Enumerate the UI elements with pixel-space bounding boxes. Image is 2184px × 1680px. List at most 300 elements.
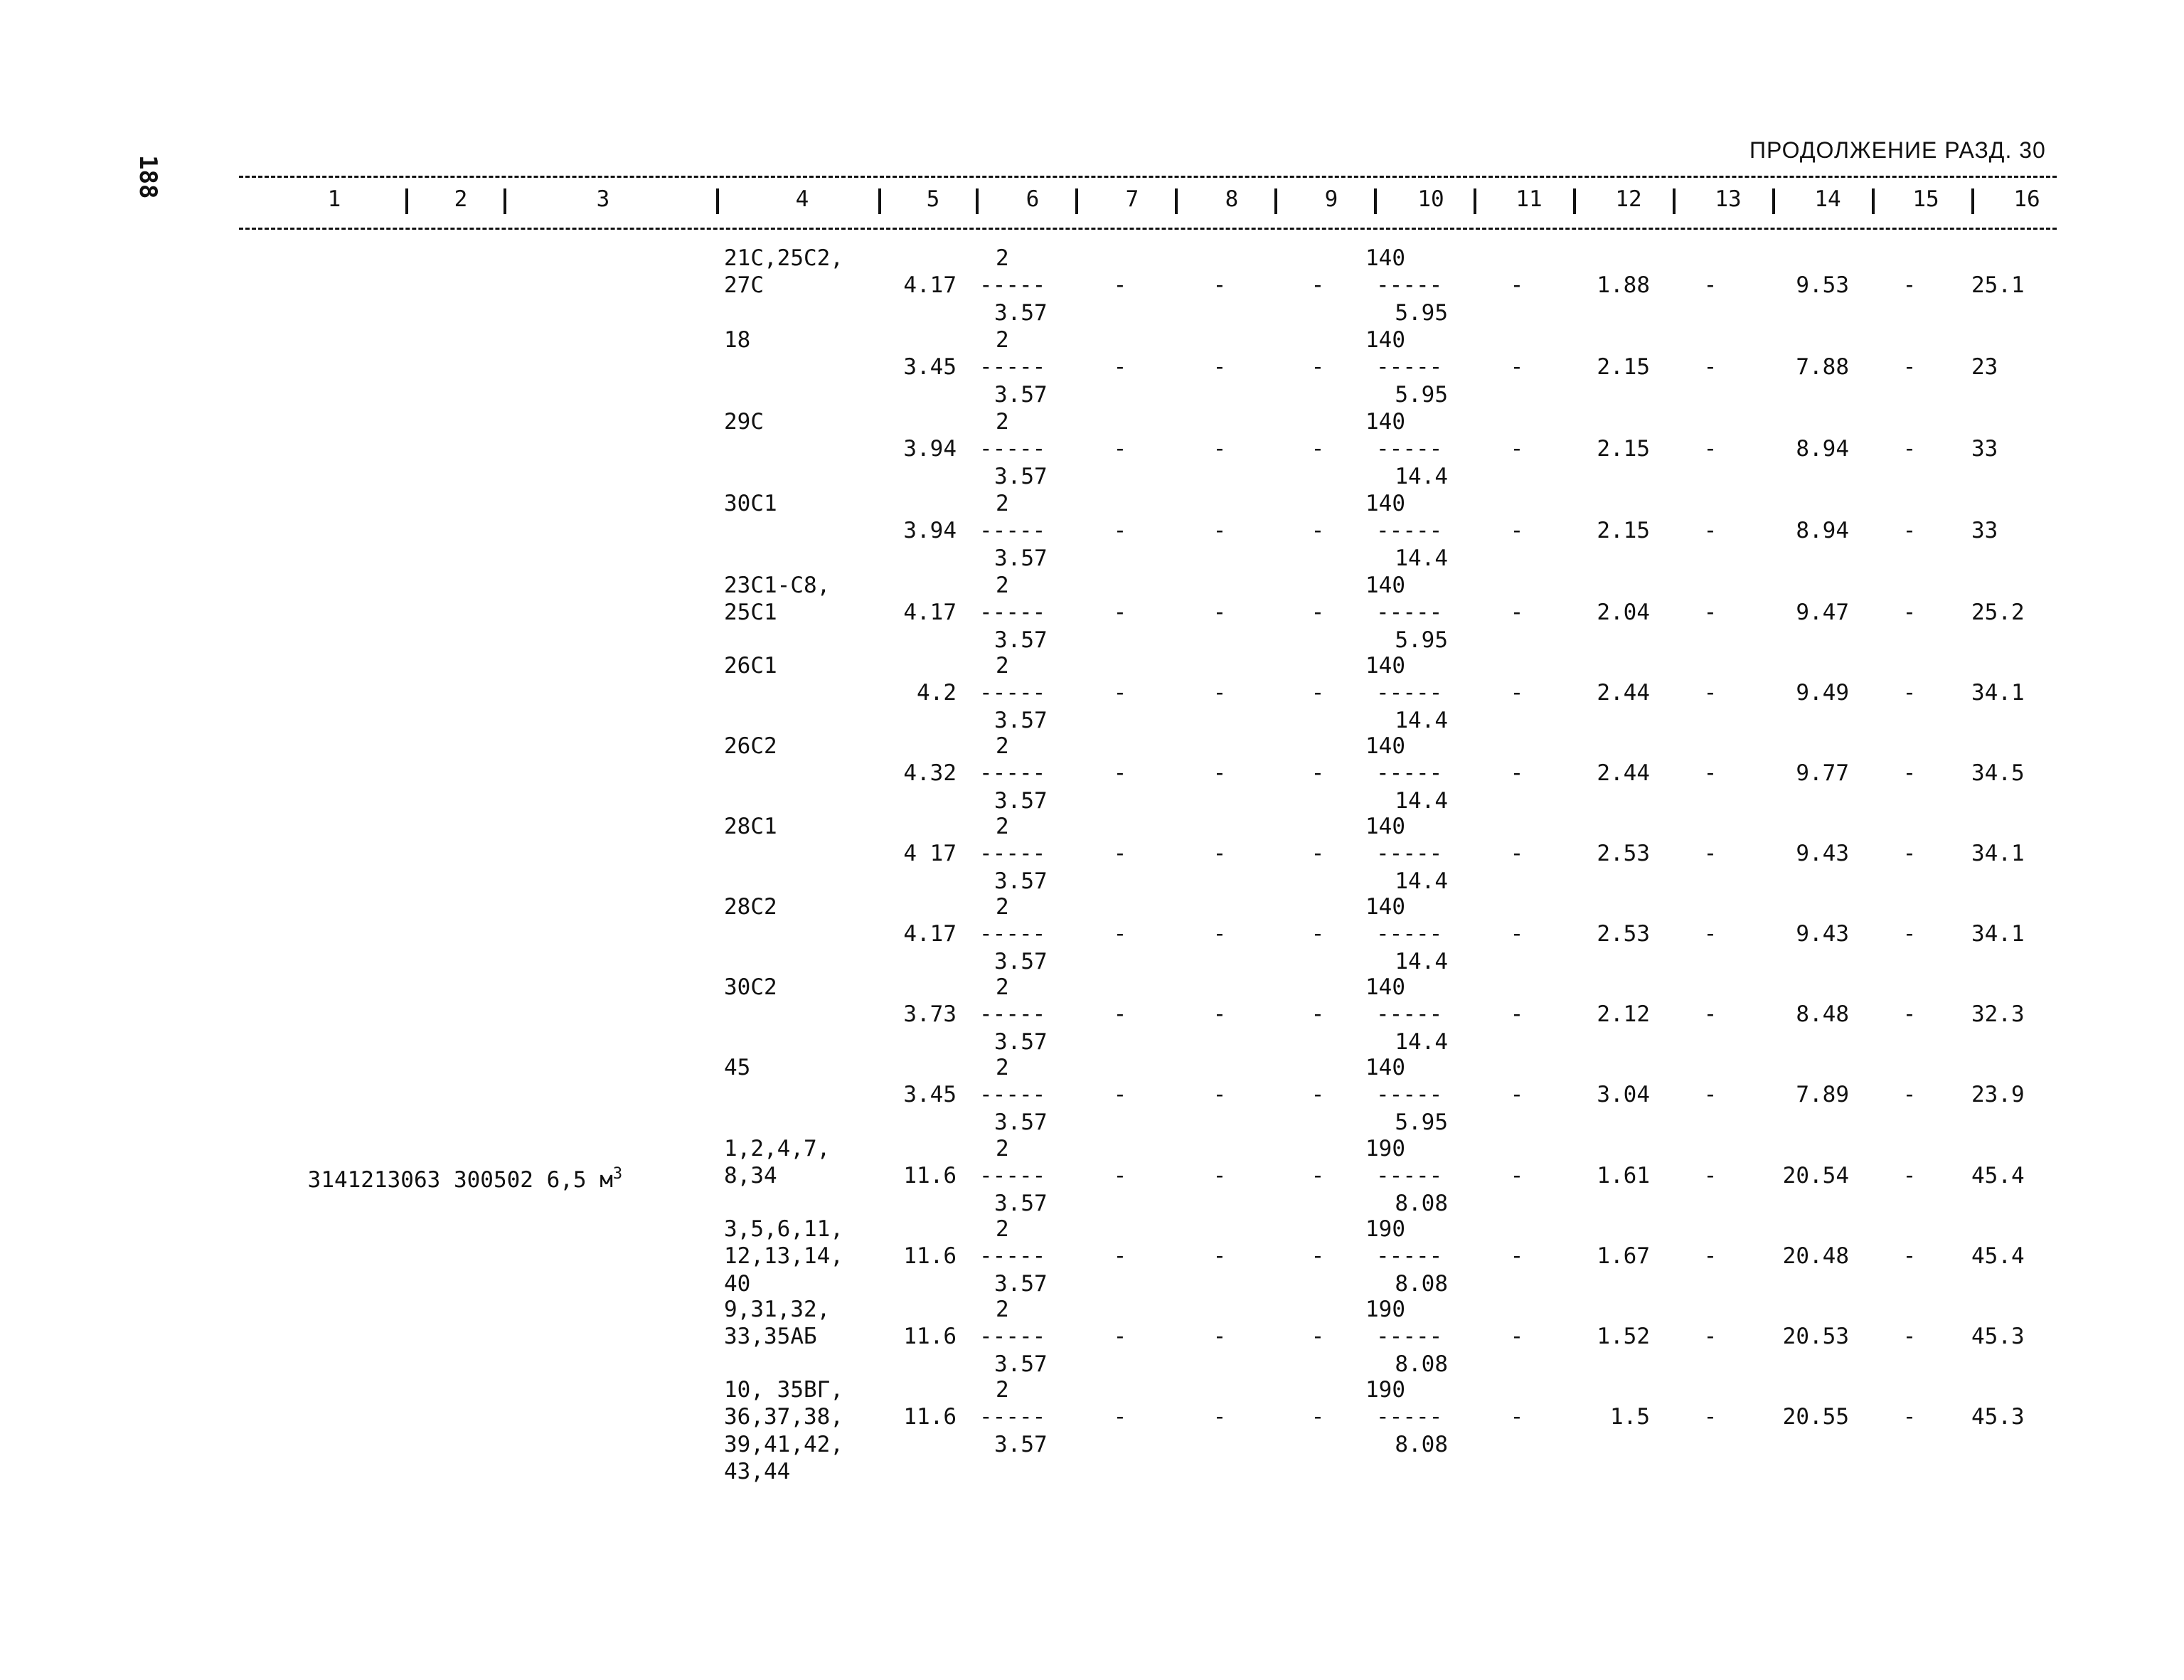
cell-c4: 43,44 (724, 1458, 791, 1484)
cell-c16: 45.4 (1971, 1243, 2025, 1270)
cell-c9: - (1311, 272, 1325, 299)
cell-c5: 3.73 (903, 1001, 957, 1028)
cell-c10-denominator: 8.08 (1395, 1190, 1448, 1216)
cell-c10-denominator: 8.08 (1395, 1431, 1448, 1457)
header-top-rule (239, 176, 2057, 178)
cell-c10-fraction-bar: ----- (1376, 921, 1443, 947)
cell-c15: - (1902, 1001, 1917, 1028)
cell-c15: - (1902, 1324, 1917, 1350)
cell-c10-denominator: 5.95 (1395, 627, 1448, 653)
cell-c6-numerator: 2 (996, 733, 1009, 759)
cell-c7: - (1113, 1163, 1127, 1189)
column-separator (1971, 188, 1974, 214)
cell-c9: - (1311, 354, 1325, 381)
cell-c10-denominator: 14.4 (1395, 545, 1448, 571)
column-separator (405, 188, 408, 214)
cell-c5: 4.2 (917, 680, 957, 706)
cell-c9: - (1311, 1082, 1325, 1108)
cell-c15: - (1902, 272, 1917, 299)
cell-c5: 4.17 (903, 600, 957, 626)
cell-c4: 21С,25С2, (724, 245, 843, 271)
cell-c8: - (1213, 1324, 1227, 1350)
cell-c13: - (1703, 760, 1717, 787)
cell-c13: - (1703, 841, 1717, 867)
cell-c7: - (1113, 760, 1127, 787)
cell-c5: 11.6 (903, 1324, 957, 1350)
cell-c14: 9.49 (1796, 680, 1849, 706)
cell-c11: - (1510, 436, 1524, 462)
cell-c10-fraction-bar: ----- (1376, 680, 1443, 706)
cell-c6-numerator: 2 (996, 974, 1009, 1000)
cell-c7: - (1113, 1001, 1127, 1028)
column-separator (1772, 188, 1775, 214)
cell-c10-numerator: 190 (1365, 1136, 1405, 1161)
cell-c6-numerator: 2 (996, 409, 1009, 435)
cell-c16: 23.9 (1971, 1082, 2025, 1108)
cell-c10-denominator: 5.95 (1395, 299, 1448, 326)
cell-c6-denominator: 3.57 (994, 1431, 1048, 1457)
cell-c8: - (1213, 841, 1227, 867)
cell-c10-denominator: 14.4 (1395, 948, 1448, 974)
column-header-9: 9 (1324, 186, 1338, 212)
cell-c15: - (1902, 760, 1917, 787)
cell-c10-numerator: 140 (1365, 327, 1405, 353)
cell-c4: 26С1 (724, 653, 777, 679)
cell-c13: - (1703, 1404, 1717, 1430)
cell-c11: - (1510, 1404, 1524, 1430)
cell-c6-fraction-bar: ----- (979, 680, 1046, 706)
cell-c4: 25С1 (724, 600, 777, 626)
cell-c15: - (1902, 1404, 1917, 1430)
cell-c12: 1.52 (1597, 1324, 1650, 1350)
cell-c15: - (1902, 436, 1917, 462)
cell-c8: - (1213, 1001, 1227, 1028)
cell-c13: - (1703, 272, 1717, 299)
cell-c13: - (1703, 1082, 1717, 1108)
cell-c14: 9.43 (1796, 841, 1849, 867)
cell-c16: 45.3 (1971, 1324, 2025, 1350)
cell-c11: - (1510, 760, 1524, 787)
cell-c8: - (1213, 354, 1227, 381)
cell-c7: - (1113, 680, 1127, 706)
cell-c10-fraction-bar: ----- (1376, 518, 1443, 544)
cell-c11: - (1510, 1243, 1524, 1270)
cell-c10-fraction-bar: ----- (1376, 600, 1443, 626)
column-separator (976, 188, 979, 214)
cell-c12: 2.15 (1597, 518, 1650, 544)
cell-c10-numerator: 140 (1365, 653, 1405, 679)
cell-c6-numerator: 2 (996, 573, 1009, 598)
cell-c14: 7.89 (1796, 1082, 1849, 1108)
cell-c8: - (1213, 600, 1227, 626)
page-number: 188 (134, 155, 162, 199)
cell-c10-fraction-bar: ----- (1376, 1082, 1443, 1108)
cell-c11: - (1510, 841, 1524, 867)
cell-c6-numerator: 2 (996, 327, 1009, 353)
cell-c6-numerator: 2 (996, 1377, 1009, 1403)
cell-c11: - (1510, 921, 1524, 947)
cell-c13: - (1703, 600, 1717, 626)
cell-c14: 9.53 (1796, 272, 1849, 299)
cell-c9: - (1311, 680, 1325, 706)
cell-c6-denominator: 3.57 (994, 381, 1048, 408)
cell-c6-denominator: 3.57 (994, 627, 1048, 653)
cell-c16: 45.4 (1971, 1163, 2025, 1189)
cell-c10-fraction-bar: ----- (1376, 1001, 1443, 1028)
cell-c12: 1.61 (1597, 1163, 1650, 1189)
column-separator (1374, 188, 1377, 214)
cell-c4: 3,5,6,11, (724, 1216, 843, 1242)
cell-c6-numerator: 2 (996, 245, 1009, 271)
cell-c6-numerator: 2 (996, 894, 1009, 920)
cell-c10-numerator: 140 (1365, 573, 1405, 598)
header-bottom-rule (239, 228, 2057, 230)
cell-c9: - (1311, 921, 1325, 947)
cell-c16: 34.1 (1971, 921, 2025, 947)
cell-c6-denominator: 3.57 (994, 868, 1048, 894)
cell-c8: - (1213, 921, 1227, 947)
column-separator (1075, 188, 1078, 214)
item-code-text: 3141213063 300502 6,5 м (307, 1167, 613, 1193)
cell-c16: 23 (1971, 354, 1998, 381)
cell-c16: 25.1 (1971, 272, 2025, 299)
cell-c14: 9.47 (1796, 600, 1849, 626)
cell-c16: 33 (1971, 518, 1998, 544)
column-header-7: 7 (1125, 186, 1139, 212)
cell-c7: - (1113, 841, 1127, 867)
cell-c8: - (1213, 1163, 1227, 1189)
cell-c8: - (1213, 1243, 1227, 1270)
cell-c5: 3.94 (903, 518, 957, 544)
column-header-15: 15 (1912, 186, 1939, 212)
cell-c8: - (1213, 518, 1227, 544)
cell-c10-numerator: 140 (1365, 491, 1405, 516)
cell-c4: 39,41,42, (724, 1431, 843, 1457)
cell-c6-denominator: 3.57 (994, 463, 1048, 489)
cell-c4: 12,13,14, (724, 1243, 843, 1270)
column-header-11: 11 (1516, 186, 1543, 212)
cell-c4: 30С1 (724, 491, 777, 516)
cell-c6-fraction-bar: ----- (979, 841, 1046, 867)
column-header-3: 3 (596, 186, 610, 212)
cell-c10-denominator: 8.08 (1395, 1351, 1448, 1377)
cell-c10-numerator: 140 (1365, 974, 1405, 1000)
cell-c10-fraction-bar: ----- (1376, 841, 1443, 867)
cell-c7: - (1113, 1243, 1127, 1270)
cell-c5: 4.32 (903, 760, 957, 787)
cell-c6-denominator: 3.57 (994, 299, 1048, 326)
cell-c4: 36,37,38, (724, 1404, 843, 1430)
cell-c10-fraction-bar: ----- (1376, 760, 1443, 787)
cell-c10-numerator: 140 (1365, 894, 1405, 920)
cell-c6-denominator: 3.57 (994, 1028, 1048, 1055)
cell-c10-numerator: 140 (1365, 733, 1405, 759)
cell-c16: 32.3 (1971, 1001, 2025, 1028)
cell-c13: - (1703, 436, 1717, 462)
cell-c11: - (1510, 1082, 1524, 1108)
cell-c12: 2.44 (1597, 760, 1650, 787)
cell-c4: 27С (724, 272, 764, 299)
cell-c8: - (1213, 436, 1227, 462)
cell-c15: - (1902, 841, 1917, 867)
cell-c13: - (1703, 1243, 1717, 1270)
cell-c16: 45.3 (1971, 1404, 2025, 1430)
cell-c10-numerator: 140 (1365, 245, 1405, 271)
cell-c4: 30С2 (724, 974, 777, 1000)
cell-c9: - (1311, 1163, 1325, 1189)
cell-c8: - (1213, 1404, 1227, 1430)
cell-c10-denominator: 14.4 (1395, 868, 1448, 894)
cell-c9: - (1311, 436, 1325, 462)
cell-c10-fraction-bar: ----- (1376, 1404, 1443, 1430)
cell-c9: - (1311, 518, 1325, 544)
cell-c7: - (1113, 1324, 1127, 1350)
cell-c6-fraction-bar: ----- (979, 1243, 1046, 1270)
cell-c13: - (1703, 921, 1717, 947)
cell-c6-fraction-bar: ----- (979, 921, 1046, 947)
cell-c7: - (1113, 600, 1127, 626)
cell-c12: 2.15 (1597, 354, 1650, 381)
column-header-6: 6 (1026, 186, 1040, 212)
cell-c6-numerator: 2 (996, 1216, 1009, 1242)
column-header-16: 16 (2013, 186, 2040, 212)
cell-c10-fraction-bar: ----- (1376, 436, 1443, 462)
column-header-13: 13 (1715, 186, 1742, 212)
cell-c6-fraction-bar: ----- (979, 1163, 1046, 1189)
cell-c6-fraction-bar: ----- (979, 760, 1046, 787)
cell-c10-numerator: 140 (1365, 814, 1405, 839)
cell-c14: 20.53 (1782, 1324, 1849, 1350)
cell-c14: 20.48 (1782, 1243, 1849, 1270)
cell-c12: 1.88 (1597, 272, 1650, 299)
cell-c13: - (1703, 354, 1717, 381)
cell-c10-fraction-bar: ----- (1376, 1324, 1443, 1350)
cell-c7: - (1113, 272, 1127, 299)
cell-c9: - (1311, 841, 1325, 867)
cell-c8: - (1213, 272, 1227, 299)
cell-c10-denominator: 14.4 (1395, 463, 1448, 489)
cell-c10-fraction-bar: ----- (1376, 1163, 1443, 1189)
column-header-12: 12 (1615, 186, 1642, 212)
cell-c10-denominator: 5.95 (1395, 381, 1448, 408)
cell-c12: 3.04 (1597, 1082, 1650, 1108)
cell-c4: 23С1-С8, (724, 573, 831, 598)
cell-c15: - (1902, 1163, 1917, 1189)
cell-c5: 3.45 (903, 1082, 957, 1108)
column-separator (1673, 188, 1676, 214)
column-separator (1573, 188, 1576, 214)
cell-c11: - (1510, 1163, 1524, 1189)
cell-c6-numerator: 2 (996, 814, 1009, 839)
cell-c4: 28С2 (724, 894, 777, 920)
cell-c16: 34.1 (1971, 841, 2025, 867)
cell-c11: - (1510, 1001, 1524, 1028)
cell-c13: - (1703, 680, 1717, 706)
cell-c5: 3.94 (903, 436, 957, 462)
cell-c15: - (1902, 921, 1917, 947)
cell-c6-fraction-bar: ----- (979, 436, 1046, 462)
column-separator (716, 188, 719, 214)
cell-c8: - (1213, 680, 1227, 706)
cell-c6-denominator: 3.57 (994, 948, 1048, 974)
cell-c6-numerator: 2 (996, 653, 1009, 679)
column-separator (1872, 188, 1875, 214)
column-header-14: 14 (1814, 186, 1841, 212)
cell-c11: - (1510, 272, 1524, 299)
column-header-1: 1 (327, 186, 341, 212)
cell-c15: - (1902, 1243, 1917, 1270)
cell-c12: 2.12 (1597, 1001, 1650, 1028)
cell-c10-fraction-bar: ----- (1376, 354, 1443, 381)
cell-c12: 2.15 (1597, 436, 1650, 462)
cell-c13: - (1703, 518, 1717, 544)
cell-c14: 7.88 (1796, 354, 1849, 381)
cell-c9: - (1311, 600, 1325, 626)
cell-c6-numerator: 2 (996, 1297, 1009, 1322)
cell-c9: - (1311, 1404, 1325, 1430)
cell-c15: - (1902, 354, 1917, 381)
cell-c6-fraction-bar: ----- (979, 354, 1046, 381)
cell-c10-numerator: 140 (1365, 409, 1405, 435)
cell-c11: - (1510, 1324, 1524, 1350)
cell-c14: 20.55 (1782, 1404, 1849, 1430)
cell-c7: - (1113, 518, 1127, 544)
column-header-2: 2 (454, 186, 468, 212)
cell-c6-fraction-bar: ----- (979, 1001, 1046, 1028)
cell-c8: - (1213, 760, 1227, 787)
column-separator (504, 188, 506, 214)
cell-c6-denominator: 3.57 (994, 707, 1048, 733)
cell-c6-fraction-bar: ----- (979, 1082, 1046, 1108)
cell-c14: 8.94 (1796, 436, 1849, 462)
cell-c4: 45 (724, 1055, 751, 1080)
column-separator (1274, 188, 1277, 214)
cell-c16: 33 (1971, 436, 1998, 462)
cell-c12: 2.44 (1597, 680, 1650, 706)
cell-c15: - (1902, 680, 1917, 706)
cell-c13: - (1703, 1163, 1717, 1189)
item-code (255, 1136, 622, 1218)
cell-c10-denominator: 14.4 (1395, 1028, 1448, 1055)
cell-c7: - (1113, 1404, 1127, 1430)
column-separator (1474, 188, 1476, 214)
cell-c10-fraction-bar: ----- (1376, 1243, 1443, 1270)
cell-c12: 2.53 (1597, 921, 1650, 947)
cell-c12: 1.67 (1597, 1243, 1650, 1270)
cell-c4: 40 (724, 1270, 751, 1297)
cell-c16: 34.5 (1971, 760, 2025, 787)
cell-c4: 33,35АБ (724, 1324, 817, 1350)
cell-c14: 20.54 (1782, 1163, 1849, 1189)
cell-c6-numerator: 2 (996, 491, 1009, 516)
cell-c4: 10, 35ВГ, (724, 1377, 843, 1403)
cell-c14: 8.48 (1796, 1001, 1849, 1028)
cell-c10-numerator: 140 (1365, 1055, 1405, 1080)
cell-c11: - (1510, 680, 1524, 706)
cell-c9: - (1311, 1001, 1325, 1028)
cell-c9: - (1311, 760, 1325, 787)
cell-c5: 11.6 (903, 1163, 957, 1189)
cell-c11: - (1510, 600, 1524, 626)
cell-c4: 9,31,32, (724, 1297, 831, 1322)
cell-c4: 18 (724, 327, 751, 353)
cell-c5: 4 17 (903, 841, 957, 867)
cell-c5: 3.45 (903, 354, 957, 381)
cell-c13: - (1703, 1001, 1717, 1028)
cell-c6-denominator: 3.57 (994, 1351, 1048, 1377)
cell-c7: - (1113, 1082, 1127, 1108)
column-header-8: 8 (1225, 186, 1239, 212)
cell-c10-denominator: 14.4 (1395, 787, 1448, 814)
cell-c9: - (1311, 1243, 1325, 1270)
cell-c15: - (1902, 600, 1917, 626)
cell-c12: 2.53 (1597, 841, 1650, 867)
cell-c10-denominator: 5.95 (1395, 1109, 1448, 1135)
column-header-4: 4 (795, 186, 809, 212)
cell-c10-fraction-bar: ----- (1376, 272, 1443, 299)
cell-c6-fraction-bar: ----- (979, 518, 1046, 544)
cell-c4: 1,2,4,7, (724, 1136, 831, 1161)
item-code-superscript: 3 (612, 1165, 623, 1183)
cell-c16: 34.1 (1971, 680, 2025, 706)
cell-c6-numerator: 2 (996, 1136, 1009, 1161)
column-header-5: 5 (926, 186, 940, 212)
cell-c10-denominator: 14.4 (1395, 707, 1448, 733)
cell-c15: - (1902, 1082, 1917, 1108)
cell-c12: 2.04 (1597, 600, 1650, 626)
cell-c6-numerator: 2 (996, 1055, 1009, 1080)
cell-c4: 28С1 (724, 814, 777, 839)
cell-c6-denominator: 3.57 (994, 1109, 1048, 1135)
cell-c6-fraction-bar: ----- (979, 1404, 1046, 1430)
cell-c6-denominator: 3.57 (994, 1190, 1048, 1216)
cell-c8: - (1213, 1082, 1227, 1108)
cell-c10-numerator: 190 (1365, 1297, 1405, 1322)
cell-c6-denominator: 3.57 (994, 787, 1048, 814)
cell-c11: - (1510, 354, 1524, 381)
cell-c6-fraction-bar: ----- (979, 272, 1046, 299)
cell-c6-fraction-bar: ----- (979, 1324, 1046, 1350)
cell-c10-numerator: 190 (1365, 1377, 1405, 1403)
cell-c6-fraction-bar: ----- (979, 600, 1046, 626)
cell-c14: 8.94 (1796, 518, 1849, 544)
column-separator (1175, 188, 1178, 214)
cell-c5: 11.6 (903, 1243, 957, 1270)
cell-c10-denominator: 8.08 (1395, 1270, 1448, 1297)
cell-c6-denominator: 3.57 (994, 545, 1048, 571)
cell-c5: 4.17 (903, 272, 957, 299)
cell-c14: 9.77 (1796, 760, 1849, 787)
cell-c4: 8,34 (724, 1163, 777, 1189)
cell-c5: 4.17 (903, 921, 957, 947)
cell-c9: - (1311, 1324, 1325, 1350)
cell-c4: 26С2 (724, 733, 777, 759)
section-header: ПРОДОЛЖЕНИЕ РАЗД. 30 (1749, 137, 2046, 163)
cell-c7: - (1113, 436, 1127, 462)
cell-c13: - (1703, 1324, 1717, 1350)
cell-c12: 1.5 (1610, 1404, 1650, 1430)
cell-c7: - (1113, 354, 1127, 381)
cell-c4: 29С (724, 409, 764, 435)
cell-c6-denominator: 3.57 (994, 1270, 1048, 1297)
cell-c10-numerator: 190 (1365, 1216, 1405, 1242)
cell-c11: - (1510, 518, 1524, 544)
column-separator (878, 188, 881, 214)
column-header-10: 10 (1417, 186, 1444, 212)
cell-c5: 11.6 (903, 1404, 957, 1430)
cell-c16: 25.2 (1971, 600, 2025, 626)
cell-c15: - (1902, 518, 1917, 544)
